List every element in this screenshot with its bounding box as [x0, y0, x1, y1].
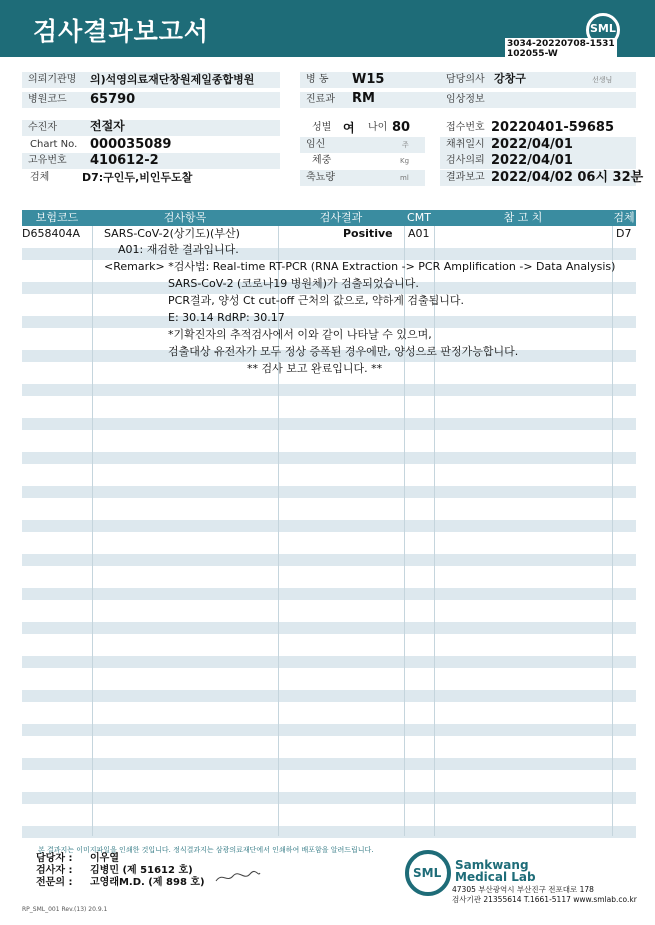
request-value: 2022/04/01: [491, 153, 573, 168]
pregnancy-label: 임신: [300, 137, 425, 153]
report-value: 2022/04/02 06시 32분: [491, 170, 644, 185]
urine-label: 축뇨량: [300, 170, 425, 186]
table-band: [22, 520, 636, 532]
examiner-value: 김병민 (제 51612 호): [90, 865, 193, 876]
dept-label: 진료과: [300, 92, 440, 108]
th-reference: 참 고 치: [503, 211, 543, 224]
specimen-value: D7:구인두,비인두도찰: [82, 171, 193, 184]
patient-label: 수진자: [22, 120, 280, 136]
row-result: Positive: [343, 227, 393, 240]
column-divider: [434, 226, 435, 836]
row-specimen: D7: [616, 227, 632, 240]
th-cmt: CMT: [407, 211, 431, 224]
urine-unit: ml: [400, 174, 409, 182]
document-number: [505, 38, 617, 60]
doctor-suffix: 선생님: [592, 76, 613, 84]
page-title: 검사결과보고서: [33, 17, 210, 46]
table-band: [22, 724, 636, 736]
th-insurance-code: 보험코드: [35, 211, 79, 224]
ward-value: W15: [352, 72, 385, 87]
report-label: 결과보고: [440, 170, 636, 186]
table-band: [22, 758, 636, 770]
table-band: [22, 486, 636, 498]
note-line: A01: 재검한 결과입니다.: [118, 243, 239, 256]
sex-value: 여: [343, 121, 355, 135]
column-divider: [404, 226, 405, 836]
specimen-label: 검체: [30, 172, 50, 183]
age-value: 80: [392, 120, 411, 135]
receipt-value: 20220401-59685: [491, 120, 614, 135]
column-divider: [92, 226, 93, 836]
institution-label: 의뢰기관명: [22, 72, 280, 88]
th-specimen: 검체: [613, 211, 635, 224]
document-number-line2: 102055-W: [507, 49, 558, 59]
brand-line1: Samkwang: [455, 858, 529, 872]
row-insurance-code: D658404A: [22, 227, 80, 240]
note-line: ** 검사 보고 완료입니다. **: [247, 362, 383, 375]
note-line: *기확진자의 추적검사에서 이와 같이 나타날 수 있으며,: [168, 328, 432, 341]
signature-icon: [214, 868, 262, 886]
weight-label: 체중: [312, 155, 332, 166]
pregnancy-unit: 주: [402, 141, 409, 149]
note-line: PCR결과, 양성 Ct cut-off 근처의 값으로, 약하게 검출됩니다.: [168, 294, 464, 307]
request-label: 검사의뢰: [440, 153, 636, 169]
dept-value: RM: [352, 91, 375, 106]
document-number-line1: 3034-20220708-1531: [507, 39, 615, 49]
note-line: 검출대상 유전자가 모두 정상 증폭된 경우에만, 양성으로 판정가능합니다.: [168, 345, 519, 358]
age-label: 나이: [368, 122, 388, 133]
row-test-item: SARS-CoV-2(상기도)(부산): [104, 227, 240, 240]
note-line: SARS-CoV-2 (코로나19 병원체)가 검출되었습니다.: [168, 277, 419, 290]
specialist-value: 고영래M.D. (제 898 호): [90, 877, 205, 888]
header-logo-text: SML: [590, 22, 616, 35]
table-band: [22, 384, 636, 396]
hospital-code-value: 65790: [90, 92, 136, 107]
table-band: [22, 452, 636, 464]
note-line: E: 30.14 RdRP: 30.17: [168, 311, 285, 324]
table-band: [22, 690, 636, 702]
doctor-label: 담당의사: [440, 72, 636, 88]
doctor-value: 강창구: [494, 72, 526, 85]
ward-label: 병 동: [300, 72, 440, 88]
weight-unit: Kg: [400, 157, 410, 165]
institution-value: 의)석영의료재단창원제일종합병원: [90, 73, 255, 86]
chart-no-label: Chart No.: [30, 139, 78, 150]
footer-logo-text: SML: [413, 866, 442, 880]
reporter-label: 담당자 :: [36, 853, 73, 864]
table-band: [22, 418, 636, 430]
th-test-item: 검사항목: [163, 211, 207, 224]
unique-no-value: 410612-2: [90, 153, 159, 168]
table-band: [22, 622, 636, 634]
column-divider: [612, 226, 613, 836]
table-band: [22, 656, 636, 668]
footer-notice: 본 결과지는 이미지파일을 인쇄한 것입니다. 정식결과지는 삼광의료재단에서 인쇄하여 배포함을 알려드립니다.: [38, 846, 374, 854]
hospital-code-label: 병원코드: [22, 92, 280, 108]
address-line2: 검사기관 21355614 T.1661-5117 www.smlab.co.kr: [452, 895, 637, 904]
revision-text: RP_SML_001 Rev.(13) 20.9.1: [22, 906, 108, 913]
brand-line2: Medical Lab: [455, 870, 536, 884]
clinical-info-label: 임상정보: [440, 92, 636, 108]
reporter-value: 이우열: [90, 853, 119, 864]
examiner-label: 검사자 :: [36, 865, 73, 876]
table-band: [22, 826, 636, 838]
th-result: 검사결과: [319, 211, 363, 224]
table-band: [22, 588, 636, 600]
specialist-label: 전문의 :: [36, 877, 73, 888]
table-band: [22, 554, 636, 566]
row-cmt: A01: [408, 227, 430, 240]
unique-no-label: 고유번호: [22, 153, 280, 169]
collect-value: 2022/04/01: [491, 137, 573, 152]
table-band: [22, 792, 636, 804]
chart-no-value: 000035089: [90, 137, 172, 152]
receipt-label: 접수번호: [446, 122, 485, 133]
sex-label: 성별: [312, 122, 332, 133]
patient-name: 전절자: [90, 119, 125, 133]
collect-label: 채취일시: [440, 137, 636, 153]
note-line: <Remark> *검사법: Real-time RT-PCR (RNA Extraction -> PCR Amplification -> Data Analysis): [104, 260, 616, 273]
address-line1: 47305 부산광역시 부산진구 전포대로 178: [452, 885, 594, 894]
